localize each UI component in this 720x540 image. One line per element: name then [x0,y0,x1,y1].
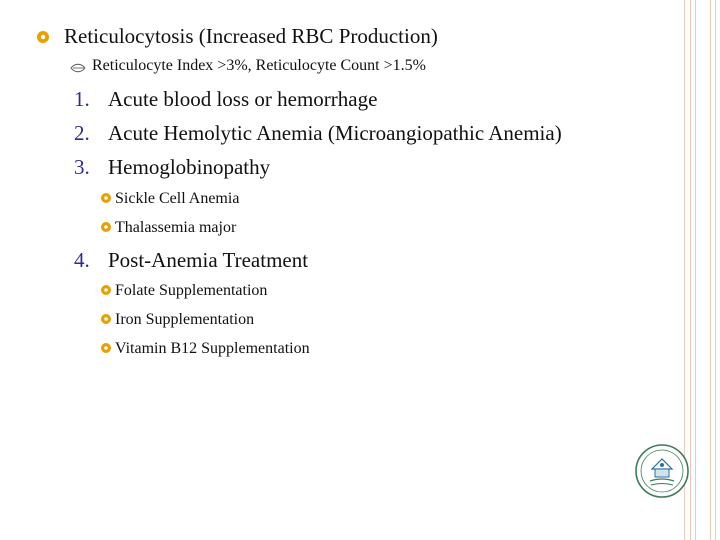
decorative-border-line [695,0,696,540]
flower-bullet-icon [100,284,112,296]
flower-bullet-icon [100,342,112,354]
flower-bullet-icon [36,30,50,44]
list-item [100,190,239,208]
list-number: 2. [74,121,90,145]
list-text: Acute Hemolytic Anemia (Microangiopathic Anemia) [108,121,562,145]
list-item [100,311,254,329]
decorative-border-line [710,0,711,540]
list-text: Hemoglobinopathy [108,155,271,179]
flower-bullet-icon [100,221,112,233]
list-item [74,155,270,180]
list-item [100,340,310,358]
list-item [100,282,267,300]
list-number: 3. [74,155,90,179]
slide-heading: Reticulocytosis (Increased RBC Production) [64,24,438,48]
flower-bullet-icon [100,313,112,325]
list-text: Thalassemia major [115,219,237,236]
list-number: 1. [74,87,90,111]
list-number: 4. [74,248,90,272]
list-item [74,121,562,146]
list-text: Sickle Cell Anemia [115,190,240,207]
list-text: Folate Supplementation [115,282,268,299]
list-text: Vitamin B12 Supplementation [115,340,310,357]
list-text: Iron Supplementation [115,311,255,328]
list-item [74,87,377,112]
list-text: Acute blood loss or hemorrhage [108,87,378,111]
list-item [100,219,236,237]
list-item [74,248,308,273]
flower-bullet-icon [100,192,112,204]
decorative-border-line [715,0,716,540]
decorative-border-line [690,0,691,540]
slide-subheading: Reticulocyte Index >3%, Reticulocyte Count >1.5% [92,57,426,74]
university-seal-logo [634,443,690,499]
leaf-bullet-icon [70,63,86,73]
list-text: Post-Anemia Treatment [108,248,309,272]
